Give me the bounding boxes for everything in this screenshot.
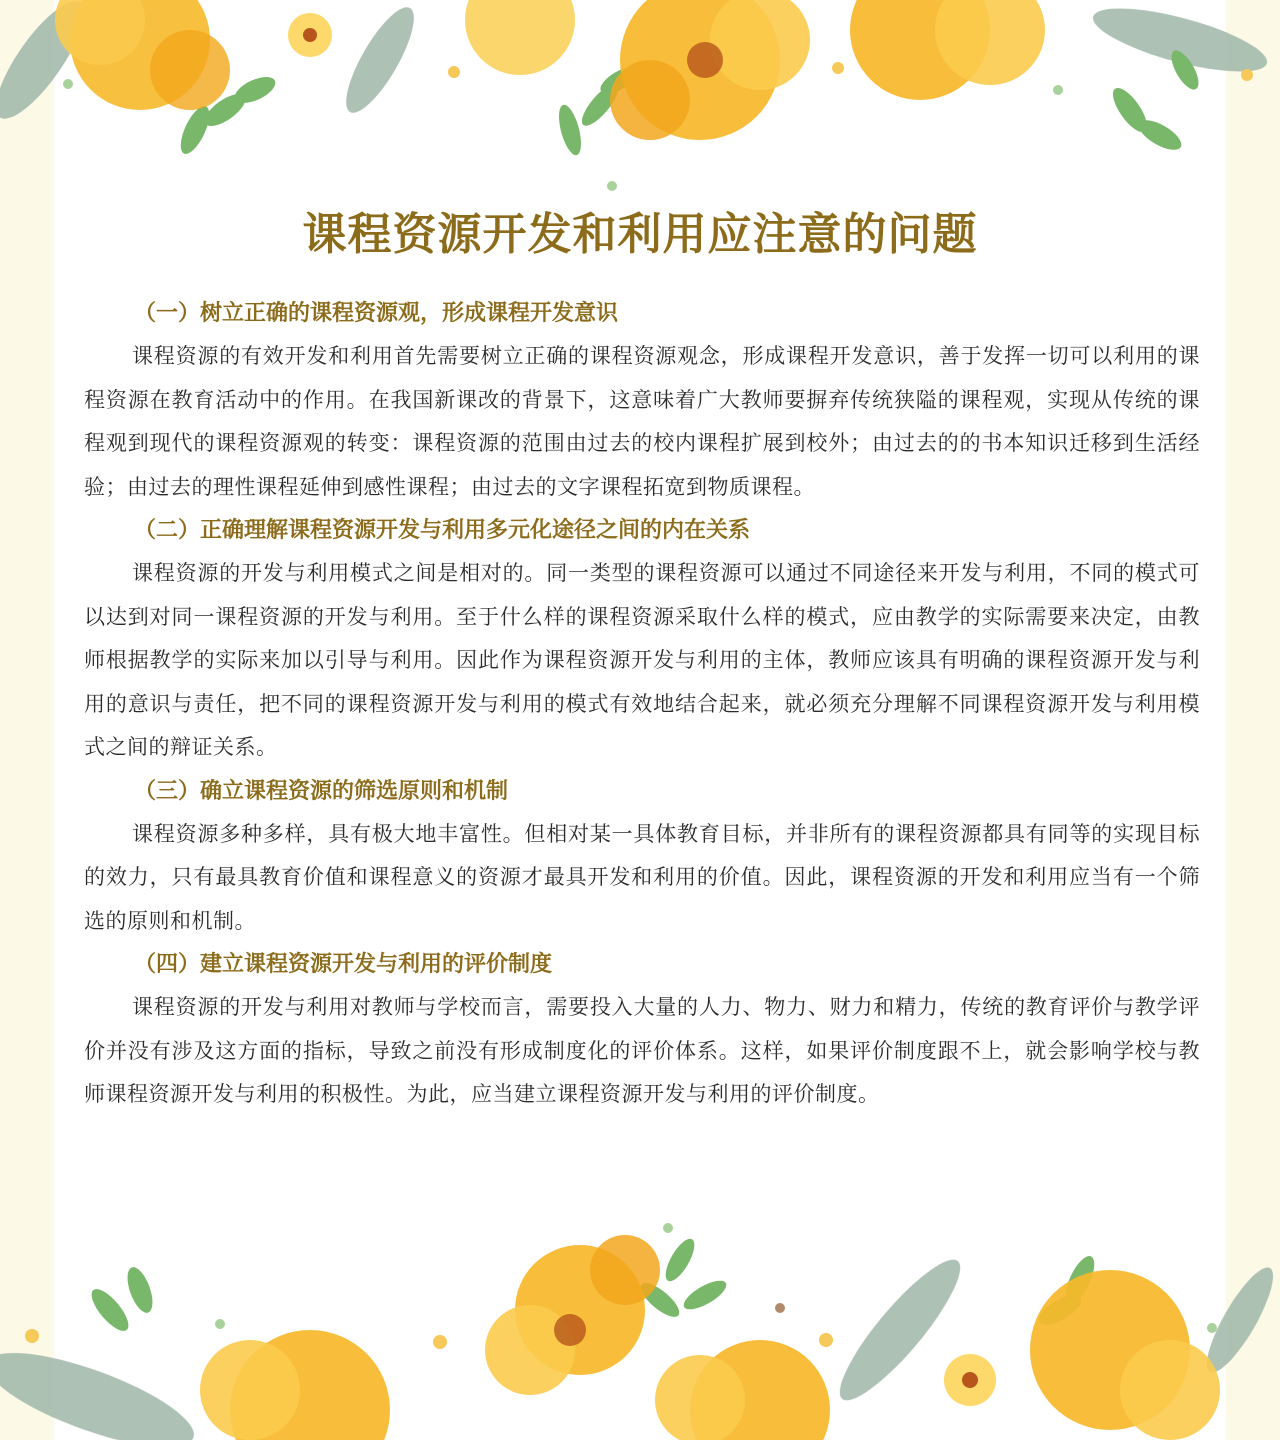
page-title: 课程资源开发和利用应注意的问题 [302,209,978,260]
section-heading: （二）正确理解课程资源开发与利用多元化途径之间的内在关系 [134,517,751,543]
section-paragraph: 课程资源的开发与利用模式之间是相对的。同一类型的课程资源可以通过不同途径来开发与利用，不同的模式可以达到对同一课程资源的开发与利用。至于什么样的课程资源采取什么样的模式，应由教学的实际需要来决定，由教师根据教学的实际来加以引导与利用。因此作为课程资源开发与利用的主体，教师应该具有明确的课程资源开发与利用的意识与责任，把不同的课程资源开发与利用的模式有效地结合起来，就必须充分理解不同课程资源开发与利用模式之间的辩证关系。 [84,561,1200,759]
section-heading: （一）树立正确的课程资源观，形成课程开发意识 [134,300,619,326]
section-paragraph: 课程资源的有效开发和利用首先需要树立正确的课程资源观念，形成课程开发意识，善于发挥一切可以利用的课程资源在教育活动中的作用。在我国新课改的背景下，这意味着广大教师要摒弃传统狭隘的课程观，实现从传统的课程观到现代的课程资源观的转变：课程资源的范围由过去的校内课程扩展到校外；由过去的的书本知识迁移到生活经验；由过去的理性课程延伸到感性课程；由过去的文字课程拓宽到物质课程。 [84,344,1200,499]
article-content [84,292,1200,1117]
section-heading: （三）确立课程资源的筛选原则和机制 [134,777,509,804]
section-paragraph: 课程资源的开发与利用对教师与学校而言，需要投入大量的人力、物力、财力和精力，传统的教育评价与教学评价并没有涉及这方面的指标，导致之前没有形成制度化的评价体系。这样，如果评价制度跟不上，就会影响学校与教师课程资源开发与利用的积极性。为此，应当建立课程资源开发与利用的评价制度。 [84,995,1200,1106]
section-heading: （四）建立课程资源开发与利用的评价制度 [134,951,553,977]
section-paragraph: 课程资源多种多样，具有极大地丰富性。但相对某一具体教育目标，并非所有的课程资源都具有同等的实现目标的效力，只有最具教育价值和课程意义的资源才最具开发和利用的价值。因此，课程资源的开发和利用应当有一个筛选的原则和机制。 [84,821,1200,933]
